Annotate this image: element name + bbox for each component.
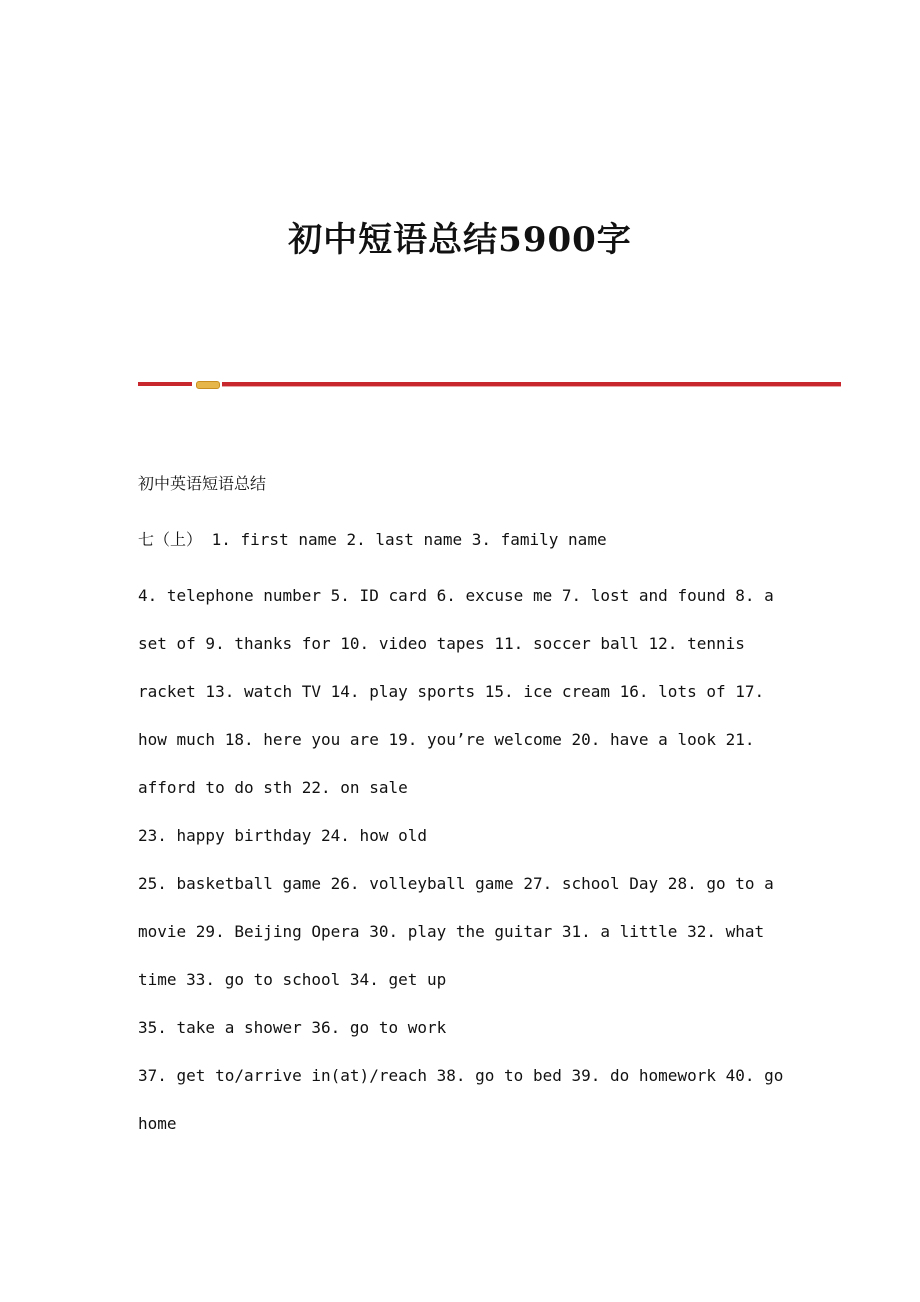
paragraph: 25. basketball game 26. volleyball game 27. school Day 28. go to a movie 29. Beijing Opera 30. play the guitar 31. a little 32. what time 33. go to school 34. get up <box>138 874 774 989</box>
paragraph: 35. take a shower 36. go to work <box>138 1018 447 1037</box>
document-title: 初中短语总结5900字 <box>288 220 632 260</box>
paragraph: 七（上） 1. first name 2. last name 3. family name <box>138 530 607 549</box>
paragraph: 37. get to/arrive in(at)/reach 38. go to bed 39. do homework 40. go home <box>138 1066 784 1133</box>
divider-bar-left <box>138 382 192 386</box>
document-body <box>138 468 788 1148</box>
section-heading: 初中英语短语总结 <box>138 474 267 493</box>
title-divider <box>138 380 841 388</box>
divider-bar-right <box>222 382 841 386</box>
paragraph: 23. happy birthday 24. how old <box>138 826 427 845</box>
paragraph: 4. telephone number 5. ID card 6. excuse me 7. lost and found 8. a set of 9. thanks for 10. video tapes 11. soccer ball 12. tennis racket 13. watch TV 14. play sports 15. ice cream 16. lots of 17. how much 18. here you are 19. you’re welcome 20. have a look 21. afford to do sth 22. on sale <box>138 586 774 797</box>
divider-ornament-icon <box>196 381 220 389</box>
